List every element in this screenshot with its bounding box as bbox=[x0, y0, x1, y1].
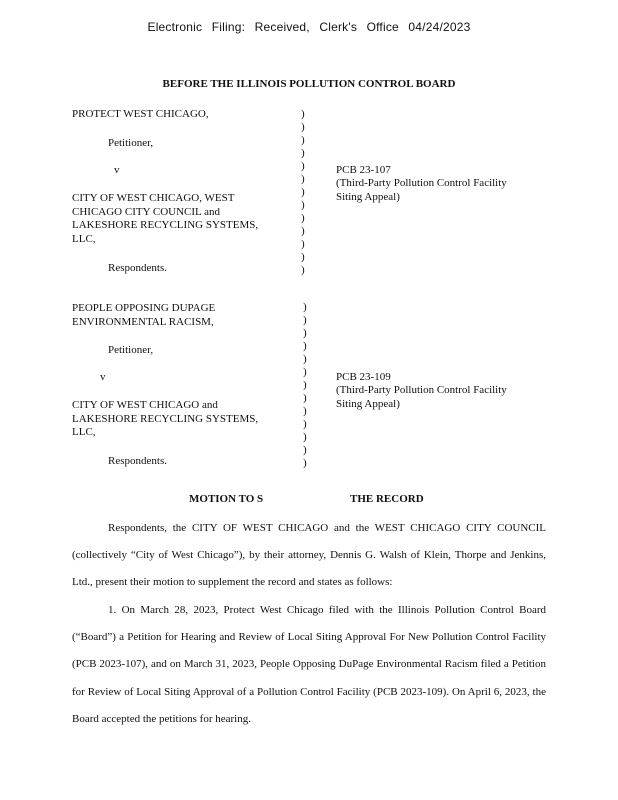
filing-stamp: Electronic Filing: Received, Clerk's Office 04/24/2023 bbox=[147, 20, 471, 34]
intro-paragraph: Respondents, the CITY OF WEST CHICAGO and the WEST CHICAGO CITY COUNCIL (collectively “City of West Chicago”), by their attorney, Dennis G. Walsh of Klein, Thorpe and Jenkins, Ltd., present their motion to supplement the record and states as follows: bbox=[72, 522, 546, 589]
respondent-block bbox=[72, 399, 258, 440]
appeal-type bbox=[336, 177, 507, 204]
petitioner-line: PEOPLE OPPOSING DUPAGE bbox=[72, 302, 216, 314]
respondent-line: LAKESHORE RECYCLING SYSTEMS, bbox=[72, 412, 259, 425]
petitioner-name: PROTECT WEST CHICAGO, bbox=[72, 108, 209, 120]
case-number: PCB 23-107 bbox=[336, 164, 391, 176]
motion-title-left: MOTION TO S bbox=[189, 493, 264, 505]
caption-parentheses: ) ) ) ) ) ) ) ) ) ) ) ) ) bbox=[301, 108, 305, 276]
respondent-line: CITY OF WEST CHICAGO and bbox=[72, 399, 218, 411]
appeal-type bbox=[336, 384, 507, 411]
caption-parentheses: ) ) ) ) ) ) ) ) ) ) ) ) ) bbox=[303, 301, 307, 469]
board-title: BEFORE THE ILLINOIS POLLUTION CONTROL BOARD bbox=[162, 78, 456, 90]
appeal-line: (Third-Party Pollution Control Facility bbox=[336, 177, 507, 189]
appeal-line: Siting Appeal) bbox=[336, 190, 400, 203]
respondent-role: Respondents. bbox=[108, 262, 167, 274]
petitioner-role: Petitioner, bbox=[108, 344, 154, 356]
respondent-block bbox=[72, 192, 258, 246]
respondent-line: LAKESHORE RECYCLING SYSTEMS, bbox=[72, 219, 259, 231]
respondent-line: LLC, bbox=[72, 426, 96, 438]
respondent-line: CHICAGO CITY COUNCIL and bbox=[72, 205, 220, 218]
respondent-line: LLC, bbox=[72, 232, 96, 245]
respondent-line: CITY OF WEST CHICAGO, WEST bbox=[72, 192, 235, 204]
appeal-line: Siting Appeal) bbox=[336, 397, 400, 410]
versus-label: v bbox=[100, 371, 106, 383]
versus-label: v bbox=[114, 164, 120, 176]
appeal-line: (Third-Party Pollution Control Facility bbox=[336, 384, 507, 396]
petitioner-role: Petitioner, bbox=[108, 137, 154, 149]
paragraph-1: 1. On March 28, 2023, Protect West Chicago filed with the Illinois Pollution Control Board (“Board”) a Petition for Hearing and Review of Local Siting Approval For New Pollution Control Facility (PCB 2023-107), and on March 31, 2023, People Opposing DuPage Environmental Racism filed a Petition for Review of Local Siting Approval of a Pollution Control Facility (PCB 2023-109). On April 6, 2023, the Board accepted the petitions for hearing. bbox=[72, 604, 546, 725]
petitioner-line: ENVIRONMENTAL RACISM, bbox=[72, 315, 214, 328]
respondent-role: Respondents. bbox=[108, 455, 167, 467]
petitioner-name bbox=[72, 302, 215, 329]
case-number: PCB 23-109 bbox=[336, 371, 391, 383]
motion-title-right: THE RECORD bbox=[350, 493, 424, 505]
